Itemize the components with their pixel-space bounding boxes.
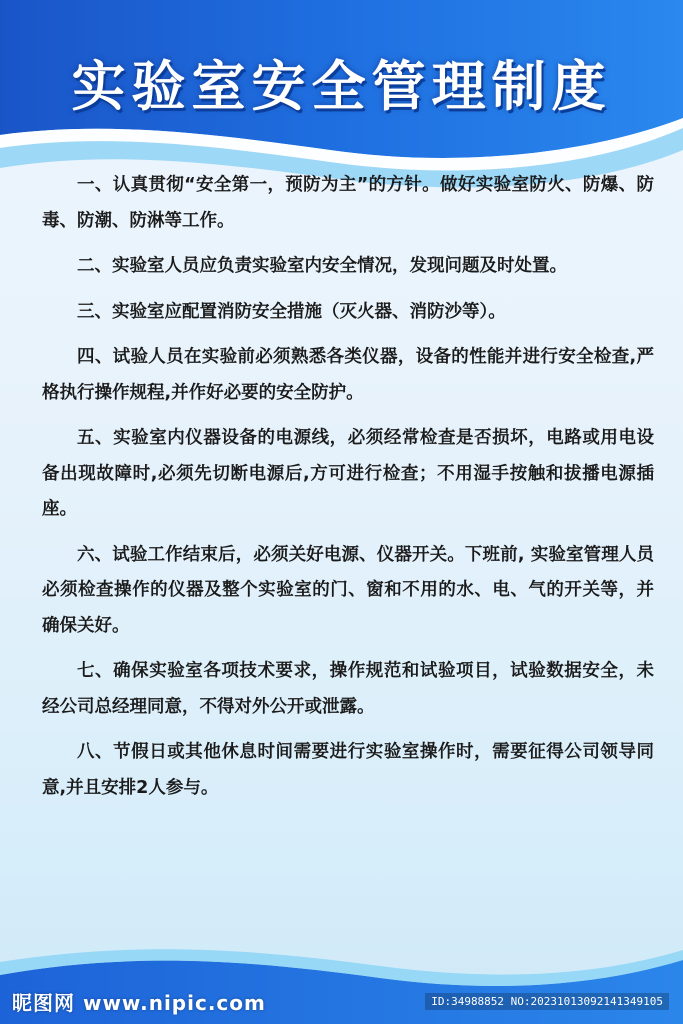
rule-item: 四、试验人员在实验前必须熟悉各类仪器，设备的性能并进行安全检查,严格执行操作规程,并作好必要的安全防护。 (42, 347, 654, 403)
watermark-site: 昵图网 www.nipic.com (12, 991, 266, 1015)
rule-item: 五、实验室内仪器设备的电源线，必须经常检查是否损坏，电路或用电设备出现故障时,必须先切断电源后,方可进行检查；不用湿手按触和拔播电源插座。 (42, 428, 654, 519)
rule-item: 八、节假日或其他休息时间需要进行实验室操作时，需要征得公司领导同意,并且安排2人参与。 (42, 742, 654, 798)
rule-item: 二、实验室人员应负责实验室内安全情况，发现问题及时处置。 (77, 256, 567, 276)
rule-item: 七、确保实验室各项技术要求，操作规范和试验项目，试验数据安全，未经公司总经理同意，不得对外公开或泄露。 (42, 661, 654, 717)
watermark-id: ID:34988852 NO:20231013092141349105 (425, 993, 669, 1010)
rule-item: 一、认真贯彻“安全第一，预防为主”的方针。做好实验室防火、防爆、防毒、防潮、防淋等工作。 (42, 175, 654, 231)
rule-item: 六、试验工作结束后，必须关好电源、仪器开关。下班前, 实验室管理人员必须检查操作的仪器及整个实验室的门、窗和不用的水、电、气的开关等，并确保关好。 (42, 544, 654, 636)
rule-item: 三、实验室应配置消防安全措施（灭火器、消防沙等）。 (77, 301, 506, 322)
page-title: 实验室安全管理制度 (71, 55, 612, 118)
rules-list (42, 168, 654, 816)
